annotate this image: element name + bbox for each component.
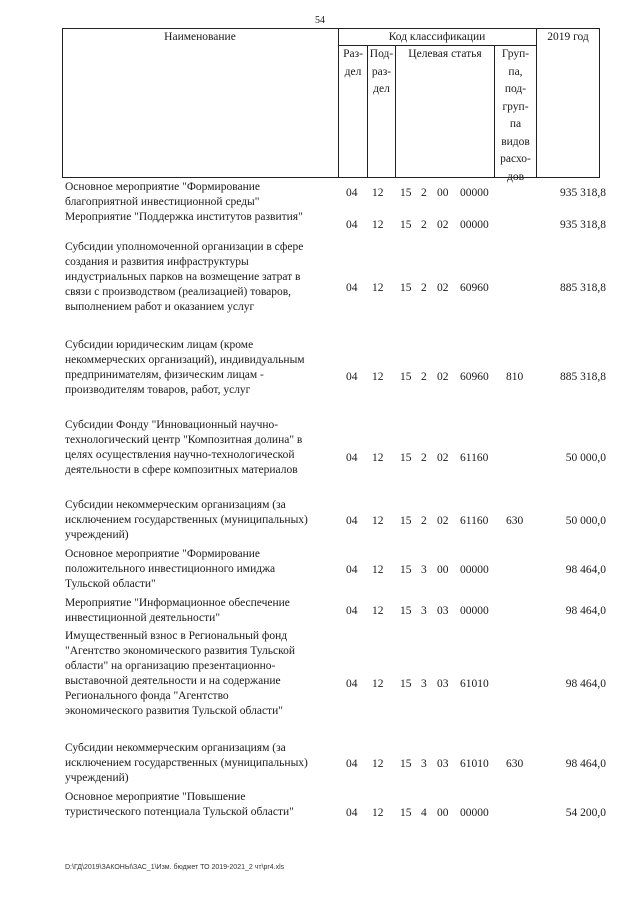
row-amount: 98 464,0 [565, 678, 606, 690]
row-target-4: 60960 [460, 282, 489, 294]
row-razdel: 04 [346, 282, 358, 294]
file-path-footer: D:\ГД\2019\ЗАКОНЫ\ЗАС_1\Изм. бюджет ТО 2019-2021_2 чт\pr4.xls [65, 864, 285, 871]
row-target-1: 15 [400, 219, 412, 231]
row-amount: 50 000,0 [565, 452, 606, 464]
row-target-1: 15 [400, 452, 412, 464]
row-target-4: 60960 [460, 371, 489, 383]
row-group: 630 [506, 515, 524, 527]
header-target: Целевая статья [408, 48, 482, 60]
row-razdel: 04 [346, 219, 358, 231]
row-target-2: 2 [421, 282, 427, 294]
row-target-1: 15 [400, 605, 412, 617]
row-target-4: 00000 [460, 605, 489, 617]
header-group: Груп- па, под- груп- па видов расхо- дов [500, 48, 531, 183]
row-target-4: 00000 [460, 807, 489, 819]
header-year: 2019 год [547, 31, 589, 43]
row-razdel: 04 [346, 678, 358, 690]
row-razdel: 04 [346, 515, 358, 527]
header-name: Наименование [164, 31, 236, 43]
row-name: Основное мероприятие "Повышение туристического потенциала Тульской области" [65, 791, 294, 818]
row-name: Имущественный взнос в Региональный фонд "Агентство экономического развития Тульской области" на организацию презентационно- выставочной деятельности и на содержание Регионального фонда "Агентство экономического развития Тульской области" [65, 630, 296, 717]
row-target-1: 15 [400, 282, 412, 294]
row-name: Мероприятие "Поддержка институтов развития" [65, 211, 303, 223]
header-podrazdel: Под- раз- дел [369, 48, 394, 95]
row-target-3: 02 [437, 452, 449, 464]
row-target-3: 02 [437, 515, 449, 527]
row-name: Мероприятие "Информационное обеспечение инвестиционной деятельности" [65, 597, 290, 624]
row-target-3: 02 [437, 371, 449, 383]
row-razdel: 04 [346, 758, 358, 770]
row-name: Субсидии Фонду "Инновационный научно- технологический центр "Композитная долина" в целях осуществления научно-технологической деятельности в сфере композитных материалов [65, 419, 303, 476]
row-name: Основное мероприятие "Формирование благоприятной инвестиционной среды" [65, 181, 260, 208]
row-target-1: 15 [400, 564, 412, 576]
row-amount: 98 464,0 [565, 605, 606, 617]
row-target-2: 3 [421, 564, 427, 576]
row-razdel: 04 [346, 187, 358, 199]
row-target-4: 00000 [460, 564, 489, 576]
row-target-2: 2 [421, 515, 427, 527]
row-target-2: 3 [421, 678, 427, 690]
row-target-1: 15 [400, 187, 412, 199]
row-group: 630 [506, 758, 524, 770]
row-amount: 885 318,8 [560, 371, 606, 383]
row-target-3: 00 [437, 807, 449, 819]
row-podrazdel: 12 [372, 452, 384, 464]
row-amount: 935 318,8 [560, 187, 606, 199]
row-razdel: 04 [346, 807, 358, 819]
row-target-3: 02 [437, 219, 449, 231]
row-razdel: 04 [346, 605, 358, 617]
row-podrazdel: 12 [372, 564, 384, 576]
row-target-4: 61010 [460, 678, 489, 690]
row-amount: 885 318,8 [560, 282, 606, 294]
row-amount: 98 464,0 [565, 564, 606, 576]
table-header [62, 28, 600, 183]
row-target-1: 15 [400, 807, 412, 819]
header-razdel: Раз- дел [343, 48, 363, 78]
header-classification: Код классификации [388, 31, 486, 43]
row-name: Субсидии уполномоченной организации в сфере создания и развития инфраструктуры индустриальных парков на возмещение затрат в связи с производством (реализацией) товаров, выполнением работ и оказанием услуг [65, 241, 304, 313]
row-target-4: 61160 [460, 452, 489, 464]
row-target-2: 4 [421, 807, 427, 819]
row-podrazdel: 12 [372, 605, 384, 617]
row-target-1: 15 [400, 758, 412, 770]
row-razdel: 04 [346, 452, 358, 464]
row-name: Основное мероприятие "Формирование положительного инвестиционного имиджа Тульской области" [65, 548, 276, 590]
row-target-2: 2 [421, 452, 427, 464]
row-target-1: 15 [400, 515, 412, 527]
row-podrazdel: 12 [372, 515, 384, 527]
row-target-2: 3 [421, 758, 427, 770]
row-target-4: 00000 [460, 187, 489, 199]
row-podrazdel: 12 [372, 678, 384, 690]
row-target-1: 15 [400, 678, 412, 690]
row-target-3: 00 [437, 187, 449, 199]
row-amount: 54 200,0 [565, 807, 606, 819]
row-name: Субсидии некоммерческим организациям (за исключением государственных (муниципальных) учреждений) [65, 499, 308, 541]
row-target-3: 02 [437, 282, 449, 294]
row-target-2: 2 [421, 219, 427, 231]
row-podrazdel: 12 [372, 371, 384, 383]
row-target-3: 00 [437, 564, 449, 576]
row-target-3: 03 [437, 605, 449, 617]
row-podrazdel: 12 [372, 758, 384, 770]
row-podrazdel: 12 [372, 187, 384, 199]
row-target-2: 2 [421, 187, 427, 199]
row-name: Субсидии юридическим лицам (кроме некоммерческих организаций), индивидуальным предпринимателям, физическим лицам - производителям товаров, работ, услуг [65, 339, 305, 396]
row-target-1: 15 [400, 371, 412, 383]
row-target-3: 03 [437, 678, 449, 690]
row-target-4: 61010 [460, 758, 489, 770]
row-name: Субсидии некоммерческим организациям (за исключением государственных (муниципальных) учреждений) [65, 742, 308, 784]
row-razdel: 04 [346, 564, 358, 576]
row-amount: 98 464,0 [565, 758, 606, 770]
row-target-2: 2 [421, 371, 427, 383]
row-target-4: 00000 [460, 219, 489, 231]
page-number: 54 [315, 15, 325, 26]
row-amount: 935 318,8 [560, 219, 606, 231]
row-group: 810 [506, 371, 524, 383]
row-podrazdel: 12 [372, 807, 384, 819]
row-amount: 50 000,0 [565, 515, 606, 527]
row-podrazdel: 12 [372, 282, 384, 294]
row-target-3: 03 [437, 758, 449, 770]
row-podrazdel: 12 [372, 219, 384, 231]
row-target-4: 61160 [460, 515, 489, 527]
row-target-2: 3 [421, 605, 427, 617]
row-razdel: 04 [346, 371, 358, 383]
